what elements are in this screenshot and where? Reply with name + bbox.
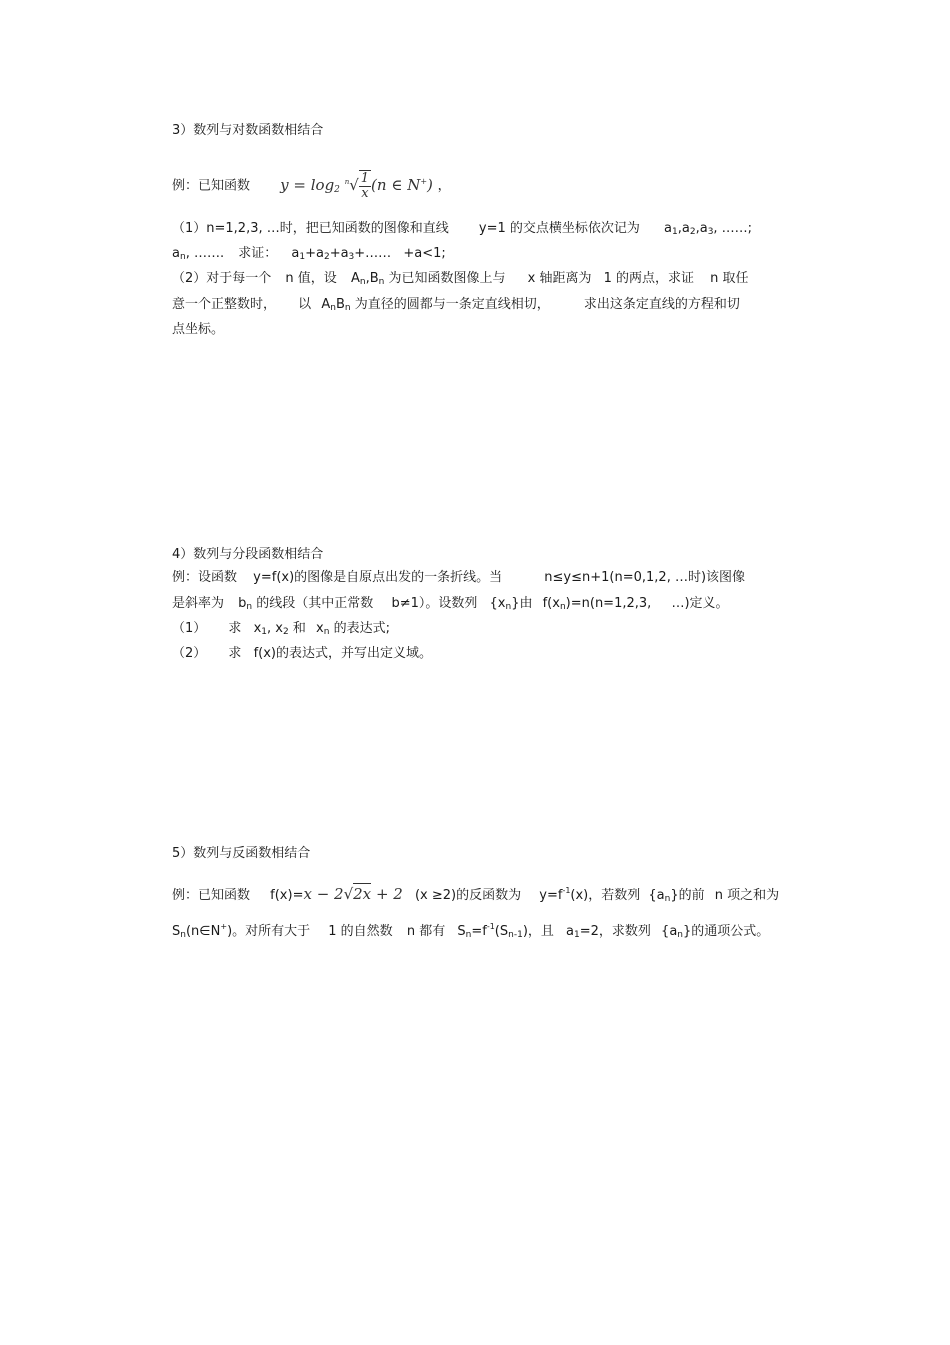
- formula-comma: ，: [437, 178, 451, 194]
- text: 为直径的圆都与一条定直线相切，: [354, 297, 550, 312]
- text: 的反函数为: [456, 888, 522, 903]
- section3-example: [172, 170, 451, 201]
- text: 求证：: [238, 246, 278, 261]
- text: n 取任: [710, 271, 749, 286]
- section4-heading: 4）数列与分段函数相结合: [172, 547, 324, 562]
- sum-expression: $a_1+a_2+a_3+\dots\dots$: [291, 246, 392, 262]
- text: f(x)的表达式，并写出定义域。: [253, 646, 432, 661]
- section5-heading: 5）数列与反函数相结合: [172, 846, 311, 861]
- section3-part1-line1: [172, 220, 752, 241]
- text: 和: [292, 621, 306, 636]
- segment-an-bn: $A_nB_n$: [321, 297, 351, 313]
- q2-label: （2）: [172, 646, 207, 661]
- text: 以: [298, 297, 312, 312]
- text: b≠1）。设数列: [391, 596, 478, 611]
- section3-heading: 3）数列与对数函数相结合: [172, 123, 324, 138]
- section5-line2: $S_n(n\in N^+)$。对所有大于 1 的自然数 n 都有 $S_n=f^{-1}(S_{n-1})$，且 $a_1=2$，求数列 $\{a_n\}$的通项公式。: [172, 922, 770, 940]
- text: y=1 的交点横坐标依次记为: [478, 221, 640, 236]
- text: n 项之和为: [714, 888, 780, 903]
- radical-sign-icon: √: [343, 885, 354, 903]
- text: 求: [228, 621, 242, 636]
- text: n 值，设: [285, 271, 337, 286]
- section4-line1: [172, 569, 745, 587]
- points-an-bn: $A_n,B_n$: [350, 271, 385, 287]
- sequence-terms: $a_1,a_2,a_3$, ……;: [664, 221, 753, 237]
- text: 意一个正整数时，: [172, 297, 277, 312]
- section4-q1: （1） 求 $x_1$, $x_2$ 和 $x_n$ 的表达式;: [172, 621, 390, 637]
- text: 的表达式;: [333, 621, 390, 636]
- section4-line2: 是斜率为 $b_n$ 的线段（其中正常数 b≠1）。设数列 $\{x_n\}$由 $f(x_n)=n(n=1,2,3$, …)定义。: [172, 596, 729, 612]
- formula-sup: +: [420, 176, 428, 186]
- formula-y: y = log: [280, 175, 335, 194]
- text: (x ≥2): [414, 888, 457, 903]
- text: n≤y≤n+1(n=0,1,2, …时)该图像: [544, 570, 746, 585]
- q1-label: （1）: [172, 621, 207, 636]
- text: <1;: [422, 246, 446, 261]
- formula-denominator: x: [361, 186, 369, 201]
- text: 的线段（其中正常数: [256, 596, 374, 611]
- example-prefix: 例：已知函数: [172, 178, 251, 194]
- formula-fraction: [359, 170, 371, 201]
- text: …)定义。: [671, 596, 729, 611]
- text: 1 的两点，求证: [603, 271, 695, 286]
- section3-part2-line3: 点坐标。: [172, 322, 225, 337]
- radical-sign-icon: √: [349, 175, 359, 194]
- section3-part2-line1: [172, 270, 749, 291]
- section4-q2: [172, 645, 432, 663]
- text: （2）对于每一个: [172, 271, 272, 286]
- formula-base: 2: [334, 184, 340, 195]
- section3-part2-line2: [172, 296, 740, 317]
- text: 例：设函数: [172, 570, 238, 585]
- text: 例：已知函数: [172, 888, 251, 903]
- formula-root-index: n: [344, 177, 350, 186]
- text: 是斜率为: [172, 596, 225, 611]
- text: （1）n=1,2,3, …时，把已知函数的图像和直线: [172, 221, 449, 236]
- text: y=f(x)的图像是自原点出发的一条折线。当: [253, 570, 503, 585]
- text: 求出这条定直线的方程和切: [583, 297, 740, 312]
- text: x 轴距离为: [527, 271, 592, 286]
- text: 为已知函数图像上与: [388, 271, 506, 286]
- sqrt-formula: x − 2√2x + 2: [303, 885, 403, 903]
- text: 求: [228, 646, 242, 661]
- text: 1 的自然数: [328, 924, 393, 939]
- text: n 都有: [406, 924, 446, 939]
- section5-line1: 例：已知函数 f(x)=x − 2√2x + 2 (x ≥2)的反函数为 $y=f^{-1}(x)$，若数列 $\{a_n\}$的前 n 项之和为: [172, 885, 780, 904]
- log-formula: [280, 171, 438, 201]
- formula-close: ): [427, 175, 433, 194]
- formula-numerator: 1: [360, 171, 370, 186]
- section3-part1-line2: $a_n$, ……. 求证： $a_1+a_2+a_3+\dots\dots +a<1$;: [172, 246, 446, 262]
- text: f(x)=: [270, 888, 304, 903]
- text: +a: [403, 246, 423, 261]
- formula-tail: (n ∈ N: [371, 175, 421, 194]
